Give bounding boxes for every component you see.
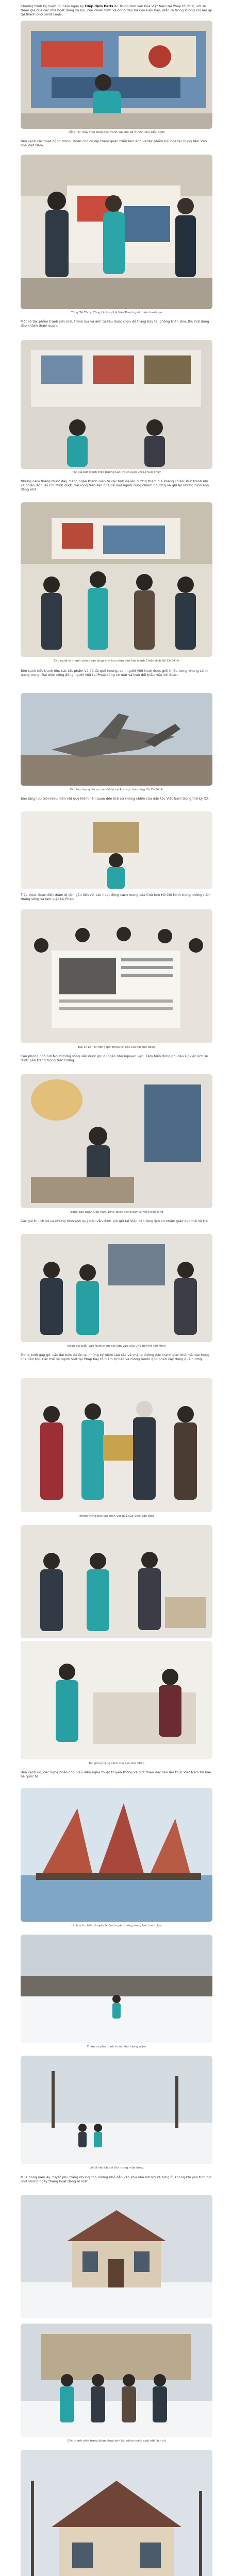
caption-13: Lối đi vào khu di tích trong mùa đông [89,2166,144,2170]
caption-11: Hình ảnh chiếc thuyền buồm truyền thống trong bức tranh lụa [71,1924,162,1927]
paragraph-9: Các giá trị lịch sử và những hình ảnh quý báu vẫn được gìn giữ tại Viện bảo tàng lịch sử nhằm giáo dục thế hệ trẻ. [21,1219,209,1223]
photo-plane-wreck [21,693,212,786]
paragraph-6: Bảo tàng lưu trữ nhiều hiện vật quý hiếm liên quan đến lịch sử kháng chiến của dân tộc Việt Nam trong thế kỷ XX. [21,796,210,801]
photo-group-painting-image [21,502,212,657]
photo-group-front-image [21,1234,212,1342]
intro-rest: do Trung tâm văn hóa Việt Nam tại Pháp tổ chức, với sự tham gia của các nhà hoạt động xã hội, cựu chiến binh và đông đảo bà con kiều bào, diễn ra trong không khí ấm áp tại thành phố Saint Louis. [21,4,212,17]
photo-painting-floor-image [21,21,212,129]
photo-snow-lawn [21,1935,212,2043]
photo-group-snow-image [21,2324,212,2437]
photo-memorial [21,811,212,889]
caption-14: Các thành viên trong đoàn chụp ảnh lưu niệm trước ngôi nhà lịch sử [67,2439,166,2443]
paragraph-10: Trong buổi gặp gỡ, các đại biểu đã ôn lại những kỷ niệm sâu sắc về chặng đường đấu tranh gian khổ mà hào hùng của dân tộc. Các thế hệ người Việt tại Pháp bày tỏ niềm tự hào và mong muốn góp phần xây dựng quê hương. [21,1353,210,1362]
photo-meeting [21,1525,212,1638]
caption-10: Tác giả ký tặng sách cho bạn đọc Pháp [88,1762,145,1765]
photo-memorial-image [21,811,212,889]
photo-house-snow-image [21,2195,212,2318]
paragraph-2: Bên cạnh các hoạt động chính, Đoàn còn có dịp tham quan triển lãm ảnh và tác phẩm hội họa tại Trung tâm Văn hóa Việt Nam. [21,139,207,148]
photo-snow-path-image [21,2056,212,2164]
photo-newspaper-group [21,909,212,1043]
paragraph-5: Bên cạnh bức tranh lớn, các tác phẩm về đề tài quê hương, con người Việt Nam được giới thiệu trong khung cảnh trang trọng. Đại diện cộng đồng người Việt tại Pháp cũng có mặt và trao đổi thân mật với đoàn. [21,669,208,677]
paragraph-7: Tiếp theo, đoàn đến thăm di tích gắn liền với các hoạt động cách mạng của Chủ tịch Hồ Chí Minh trong những năm tháng sống và làm việc tại Pháp. [21,893,211,902]
photo-group-front [21,1234,212,1342]
photo-newspaper-group-image [21,909,212,1043]
photo-boat-painting [21,1788,212,1922]
paragraph-11: Bên cạnh đó, các nghệ nhân còn biểu diễn nghệ thuật truyền thống và giới thiệu đặc sản ẩm thực Việt Nam tới bạn bè quốc tế. [21,1770,211,1779]
photo-gift-exchange [21,1378,212,1512]
photo-group-snow [21,2324,212,2437]
photo-hold-painting-image [21,155,212,309]
photo-snow-path [21,2056,212,2164]
photo-plane-wreck-image [21,693,212,786]
caption-2: Tổng Tài Thủy, Tổng Lãnh sự Hà Văn Thanh giới thiệu tranh lụa [71,311,162,314]
caption-7: Trang báo Nhân Dân năm 1945 được trưng bày tại Viện bảo tàng [70,1211,163,1214]
paragraph-8: Căn phòng nhỏ nơi Người từng sống vẫn được gìn giữ gần như nguyên vẹn. Tấm biển đồng ghi dấu sự kiện lịch sử được gắn trang trọng trên tường. [21,1054,208,1063]
caption-12: Thảm cỏ phủ tuyết trước khu tưởng niệm [87,2045,146,2048]
paragraph-3: Một số tác phẩm tranh sơn mài, tranh lụa và ảnh tư liệu được chọn để trưng bày tại phòng triển lãm, thu hút đông đảo khách tham quan. [21,319,209,328]
intro-lead: Chương trình kỷ niệm 30 năm ngày ký [21,4,84,8]
caption-1: Tổng Tài Thủy trao tặng bức tranh lụa cho bà Huỳnh Mai Tiểu Ngọc [68,131,165,134]
photo-painting-floor [21,21,212,129]
photo-gift-exchange-image [21,1378,212,1512]
photo-memorial-house-image [21,2450,212,2576]
photo-memorial-house [21,2450,212,2576]
photo-signing-image [21,1641,212,1759]
intro-event: Hiệp định Paris [85,4,113,8]
photo-hold-painting [21,155,212,309]
caption-3: Tác giả bức tranh Trần Dương Lan trò chuyện với Lê Văn Thủy [72,471,161,474]
intro-paragraph [21,4,212,17]
paragraph-12: Mùa đông năm ấy, tuyết phủ trắng những con đường nhỏ dẫn vào khu nhà nơi Người từng ở. Không khí yên tĩnh gợi nhớ những ngày tháng hoạt động bí mật. [21,2175,212,2184]
photo-snow-lawn-image [21,1935,212,2043]
caption-8: Đoàn đại biểu Việt Nam thăm nơi làm việc của Chủ tịch Hồ Chí Minh [67,1345,166,1348]
paragraph-4: Những năm tháng trước đây, hàng ngàn thanh niên từ các tỉnh đã lên đường tham gia kháng chiến. Bức tranh lớn về chiến dịch Hồ Chí Minh được trải rộng trên sàn nhà để mọi người cùng chiêm ngưỡng và ghi lại những hình ảnh đáng nhớ. [21,479,209,492]
caption-6: Đại sứ Lê Thị Hồng giới thiệu tài liệu lưu trữ cho đoàn [78,1046,155,1049]
photo-exhibit-room-image [21,340,212,469]
caption-5: Xác tàu bay quân sự còn để lại tại khu vực bảo tàng Hồ Chí Minh [70,788,163,791]
photo-house-snow [21,2195,212,2318]
caption-4: Các nghệ sĩ, thành viên đoàn chụp ảnh lưu niệm bên bức tranh Chiến dịch Hồ Chí Minh [54,659,179,663]
photo-meeting-image [21,1525,212,1638]
photo-group-painting [21,502,212,657]
photo-boat-painting-image [21,1788,212,1922]
photo-exhibit-room [21,340,212,469]
photo-signing [21,1641,212,1759]
photo-interior-lamp-image [21,1074,212,1208]
photo-interior-lamp [21,1074,212,1208]
caption-9: Phòng trưng bày các hiện vật quý của Viện bảo tàng [78,1515,155,1518]
